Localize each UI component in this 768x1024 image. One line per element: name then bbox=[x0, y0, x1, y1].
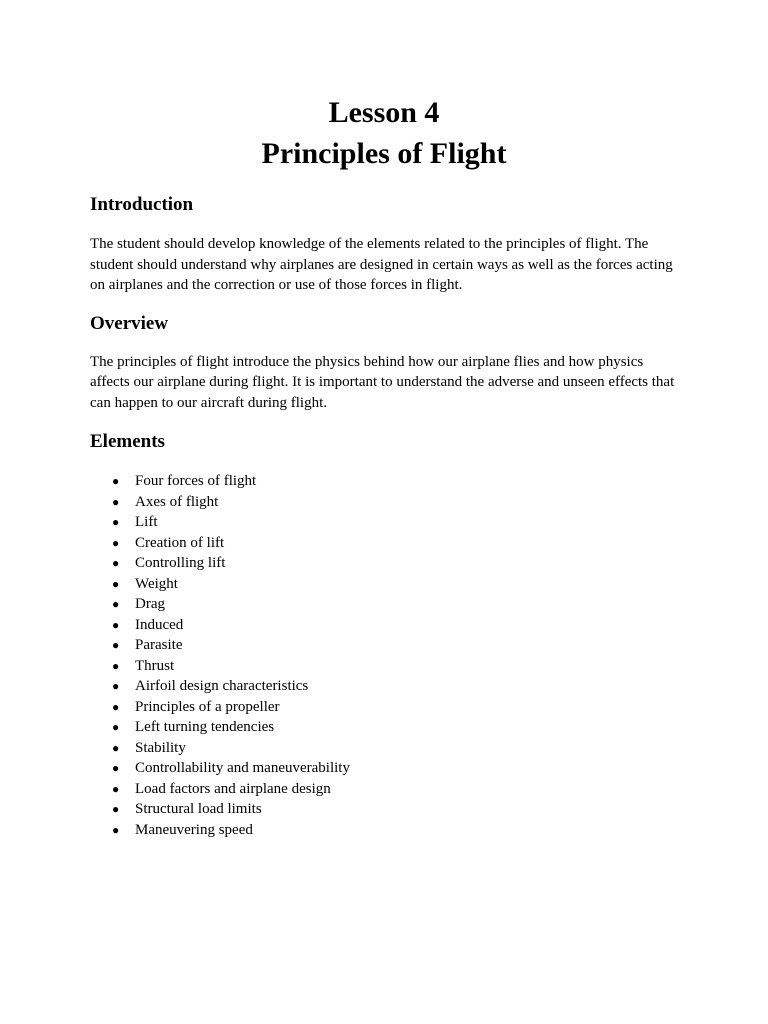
list-item bbox=[90, 656, 678, 677]
list-item bbox=[90, 758, 678, 779]
list-item-label: Controlling lift bbox=[135, 555, 226, 571]
lesson-title: Principles of Flight bbox=[261, 137, 507, 170]
overview-heading: Overview bbox=[90, 312, 169, 334]
bullet-icon: ● bbox=[112, 802, 120, 816]
list-item bbox=[90, 779, 678, 800]
list-item-label: Structural load limits bbox=[135, 801, 262, 817]
introduction-heading: Introduction bbox=[90, 194, 194, 215]
list-item-label: Thrust bbox=[135, 657, 175, 674]
bullet-icon: ● bbox=[112, 781, 120, 796]
bullet-icon: ● bbox=[112, 740, 120, 755]
bullet-icon: ● bbox=[112, 658, 120, 673]
list-item bbox=[90, 799, 678, 820]
bullet-icon: ● bbox=[112, 576, 120, 591]
list-item-label: Left turning tendencies bbox=[135, 719, 275, 735]
bullet-icon: ● bbox=[112, 617, 120, 632]
bullet-icon: ● bbox=[112, 556, 120, 570]
list-item bbox=[90, 492, 678, 513]
list-item bbox=[90, 697, 678, 718]
list-item-label: Weight bbox=[135, 575, 178, 592]
list-item bbox=[90, 471, 678, 492]
bullet-icon: ● bbox=[112, 474, 120, 488]
bullet-icon: ● bbox=[112, 699, 120, 714]
bullet-icon: ● bbox=[112, 679, 120, 693]
lesson-number-title: Lesson 4 bbox=[328, 96, 440, 129]
bullet-icon: ● bbox=[112, 597, 120, 611]
bullet-icon: ● bbox=[112, 761, 120, 775]
list-item bbox=[90, 553, 678, 574]
list-item bbox=[90, 615, 678, 636]
list-item-label: Controllability and maneuverability bbox=[135, 760, 350, 776]
title-block bbox=[90, 0, 678, 174]
list-item-label: Stability bbox=[135, 739, 186, 756]
elements-heading: Elements bbox=[90, 431, 165, 452]
list-item bbox=[90, 738, 678, 759]
list-item bbox=[90, 594, 678, 615]
bullet-icon: ● bbox=[112, 535, 120, 550]
list-item-label: Load factors and airplane design bbox=[135, 780, 331, 797]
introduction-paragraph: The student should develop knowledge of the elements related to the principles of flight. The student should understand why airplanes are designed in certain ways as well as the forces acting on airplanes and the correction or use of those forces in flight. bbox=[90, 236, 673, 293]
list-item-label: Parasite bbox=[135, 637, 183, 653]
list-item-label: Axes of flight bbox=[135, 493, 219, 510]
bullet-icon: ● bbox=[112, 720, 120, 734]
list-item-label: Airfoil design characteristics bbox=[135, 678, 309, 694]
overview-paragraph: The principles of flight introduce the physics behind how our airplane flies and how physics affects our airplane during flight. It is important to understand the adverse and unseen effects that can happen to our aircraft during flight. bbox=[90, 353, 675, 411]
list-item bbox=[90, 676, 678, 697]
list-item-label: Creation of lift bbox=[135, 534, 225, 551]
list-item bbox=[90, 574, 678, 595]
list-item-label: Induced bbox=[135, 616, 184, 633]
bullet-icon: ● bbox=[112, 638, 120, 652]
list-item bbox=[90, 635, 678, 656]
list-item-label: Drag bbox=[135, 596, 165, 612]
list-item-label: Maneuvering speed bbox=[135, 821, 253, 838]
bullet-icon: ● bbox=[112, 515, 120, 529]
elements-list bbox=[90, 471, 678, 840]
bullet-icon: ● bbox=[112, 494, 120, 509]
list-item bbox=[90, 533, 678, 554]
list-item bbox=[90, 717, 678, 738]
list-item-label: Four forces of flight bbox=[135, 473, 257, 489]
list-item-label: Principles of a propeller bbox=[135, 698, 280, 715]
list-item-label: Lift bbox=[135, 514, 158, 530]
bullet-icon: ● bbox=[112, 822, 120, 837]
list-item bbox=[90, 820, 678, 841]
list-item bbox=[90, 512, 678, 533]
